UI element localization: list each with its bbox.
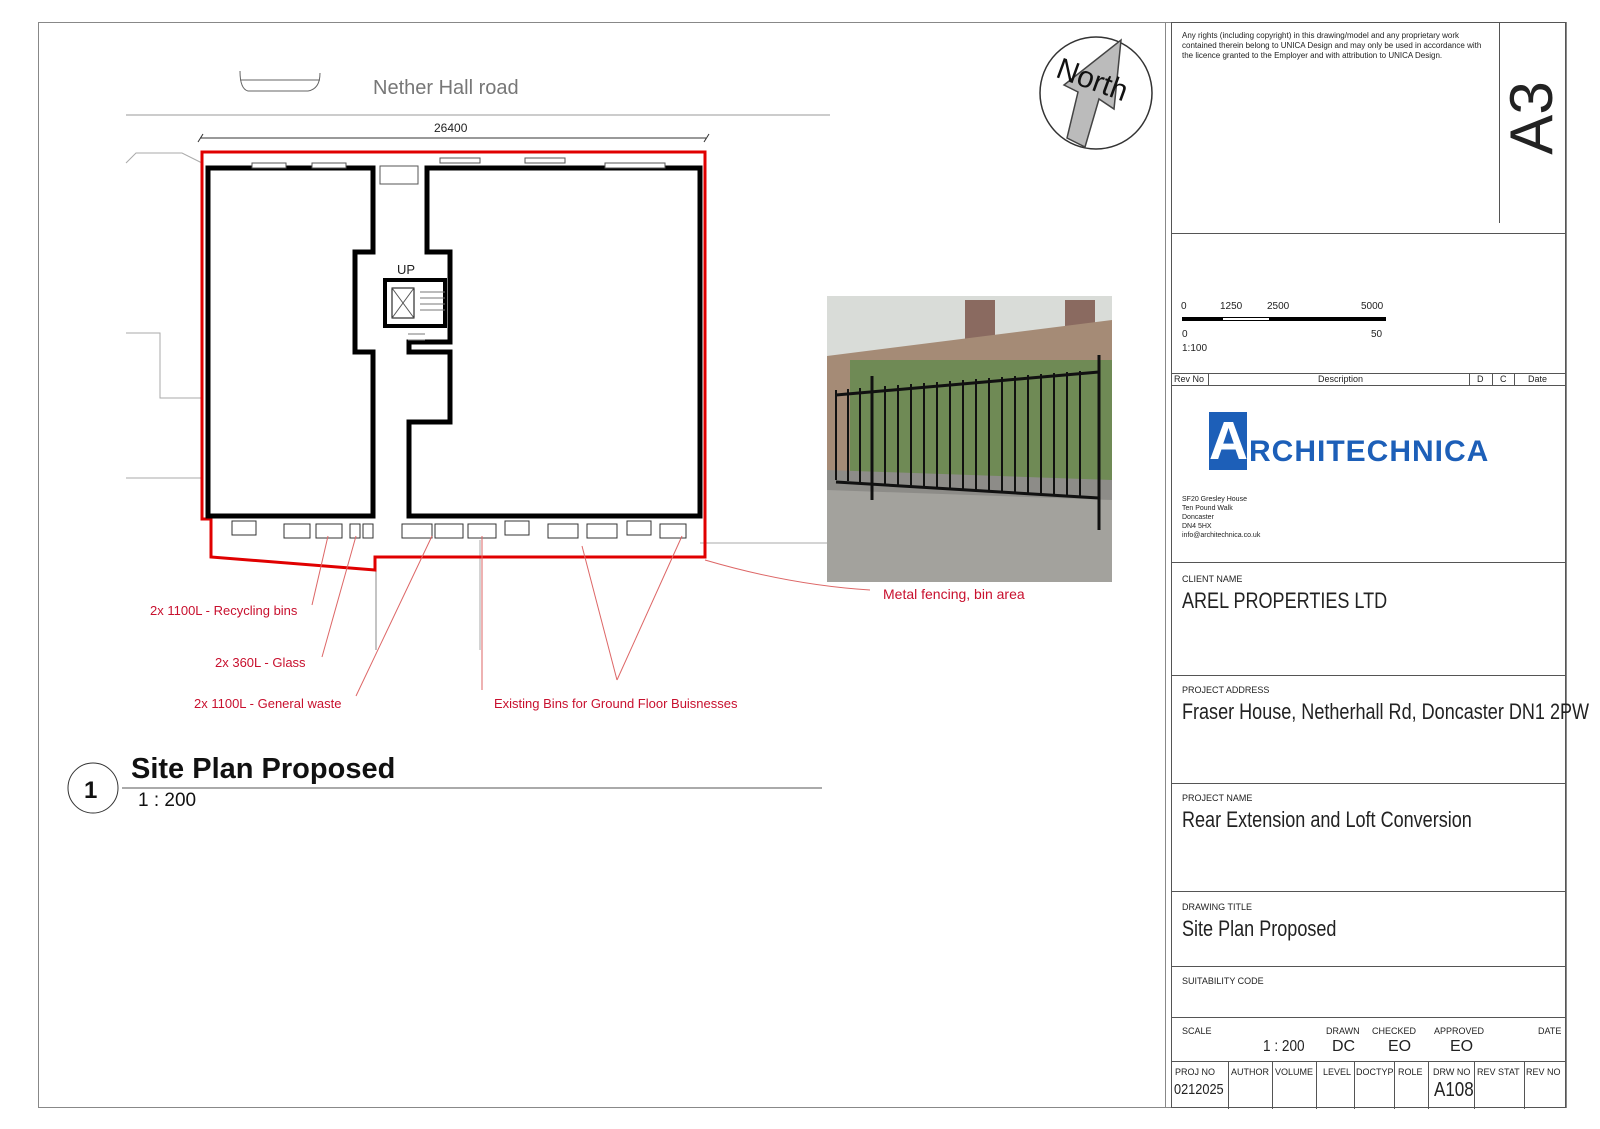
rev-header-date: Date bbox=[1528, 374, 1548, 384]
proj-no-value: 0212025 bbox=[1174, 1081, 1224, 1098]
level-label: LEVEL bbox=[1323, 1067, 1352, 1077]
drw-no-label: DRW NO bbox=[1433, 1067, 1471, 1077]
bin-enclosures bbox=[232, 521, 686, 538]
road-label: Nether Hall road bbox=[373, 77, 519, 99]
scale-sub-tick-50: 50 bbox=[1371, 329, 1383, 340]
address-line: DN4 5HX bbox=[1182, 523, 1212, 530]
author-label: AUTHOR bbox=[1231, 1067, 1269, 1077]
volume-label: VOLUME bbox=[1275, 1067, 1314, 1077]
stair-core bbox=[385, 280, 445, 326]
drw-no-value: A108 bbox=[1434, 1079, 1474, 1101]
date-label: DATE bbox=[1538, 1026, 1562, 1036]
scale-bar bbox=[1182, 317, 1386, 321]
neighbour-line-mid bbox=[126, 333, 202, 398]
rev-header-d: D bbox=[1477, 374, 1484, 384]
annotation-existing-bins: Existing Bins for Ground Floor Buisnesses bbox=[494, 696, 738, 711]
role-label: ROLE bbox=[1398, 1067, 1423, 1077]
suitability-label: SUITABILITY CODE bbox=[1182, 976, 1264, 986]
right-unit-walls bbox=[409, 168, 700, 516]
drawing-title-value: Site Plan Proposed bbox=[1182, 916, 1337, 941]
view-title: Site Plan Proposed bbox=[131, 753, 396, 785]
rule-6 bbox=[1172, 966, 1565, 967]
project-address-label: PROJECT ADDRESS bbox=[1182, 685, 1270, 695]
rule-5 bbox=[1172, 891, 1565, 892]
copyright-notice: Any rights (including copyright) in this drawing/model and any proprietary work contained therein belong to UNICA Design and may only be used in accordance with the licence granted to the Employer and with attribution to UNICA Design. bbox=[1182, 31, 1482, 60]
approved-label: APPROVED bbox=[1434, 1026, 1485, 1036]
sheet-size: A3 bbox=[1498, 81, 1565, 155]
scale-tick-5000: 5000 bbox=[1361, 301, 1384, 312]
rev-header-c: C bbox=[1500, 374, 1507, 384]
scale-value: 1 : 200 bbox=[1263, 1038, 1305, 1055]
stair-up-label: UP bbox=[397, 262, 416, 277]
address-line: Ten Pound Walk bbox=[1182, 505, 1233, 512]
annotation-fencing: Metal fencing, bin area bbox=[883, 586, 1025, 602]
doctyp-label: DOCTYP bbox=[1356, 1067, 1394, 1077]
rev-no-label: REV NO bbox=[1526, 1067, 1561, 1077]
annotation-glass: 2x 360L - Glass bbox=[215, 655, 306, 670]
project-name-label: PROJECT NAME bbox=[1182, 793, 1253, 803]
scale-tick-2500: 2500 bbox=[1267, 301, 1290, 312]
rev-header-revno: Rev No bbox=[1174, 374, 1205, 384]
logo-wordmark: RCHITECHNICA bbox=[1249, 435, 1490, 468]
rule-1 bbox=[1172, 233, 1565, 234]
top-windows bbox=[252, 158, 665, 184]
scale-tick-1250: 1250 bbox=[1220, 301, 1243, 312]
car-sketch bbox=[240, 71, 320, 91]
frame-divider bbox=[1165, 22, 1166, 1108]
client-label: CLIENT NAME bbox=[1182, 574, 1243, 584]
view-scale: 1 : 200 bbox=[138, 790, 197, 811]
view-number: 1 bbox=[84, 777, 98, 804]
rev-header-bottom bbox=[1172, 385, 1565, 386]
scale-label: SCALE bbox=[1182, 1026, 1212, 1036]
drawn-label: DRAWN bbox=[1326, 1026, 1360, 1036]
rule-8 bbox=[1172, 1061, 1565, 1062]
scale-ratio: 1:100 bbox=[1182, 343, 1208, 354]
client-value: AREL PROPERTIES LTD bbox=[1182, 588, 1388, 613]
address-line: info@architechnica.co.uk bbox=[1182, 532, 1261, 539]
left-unit-walls bbox=[208, 168, 373, 516]
drawing-title-label: DRAWING TITLE bbox=[1182, 902, 1253, 912]
rule-4 bbox=[1172, 783, 1565, 784]
neighbour-line-top bbox=[126, 153, 202, 163]
checked-value: EO bbox=[1388, 1038, 1412, 1055]
project-address-value: Fraser House, Netherhall Rd, Doncaster DN1 2PW bbox=[1182, 699, 1590, 724]
fence-photo bbox=[827, 296, 1112, 582]
approved-value: EO bbox=[1450, 1038, 1474, 1055]
site-boundary bbox=[202, 152, 705, 570]
rev-stat-label: REV STAT bbox=[1477, 1067, 1520, 1077]
rule-2 bbox=[1172, 562, 1565, 563]
project-name-value: Rear Extension and Loft Conversion bbox=[1182, 807, 1472, 832]
annotation-leaders bbox=[312, 536, 870, 696]
address-line: SF20 Gresley House bbox=[1182, 496, 1247, 503]
scale-sub-tick-0: 0 bbox=[1182, 329, 1188, 340]
title-block bbox=[1171, 22, 1590, 1108]
rule-7 bbox=[1172, 1017, 1565, 1018]
dimension-label: 26400 bbox=[434, 121, 468, 135]
scale-tick-0: 0 bbox=[1181, 301, 1187, 312]
annotation-recycling: 2x 1100L - Recycling bins bbox=[150, 603, 298, 618]
drawn-value: DC bbox=[1332, 1038, 1356, 1055]
annotation-general-waste: 2x 1100L - General waste bbox=[194, 696, 342, 711]
company-address bbox=[1182, 495, 1260, 540]
address-line: Doncaster bbox=[1182, 514, 1214, 521]
rev-header-description: Description bbox=[1318, 374, 1364, 384]
proj-no-label: PROJ NO bbox=[1175, 1067, 1216, 1077]
north-arrow bbox=[1040, 37, 1152, 149]
checked-label: CHECKED bbox=[1372, 1026, 1417, 1036]
rule-3 bbox=[1172, 675, 1565, 676]
logo-mark: A bbox=[1209, 411, 1248, 471]
north-label: North bbox=[1052, 52, 1133, 109]
